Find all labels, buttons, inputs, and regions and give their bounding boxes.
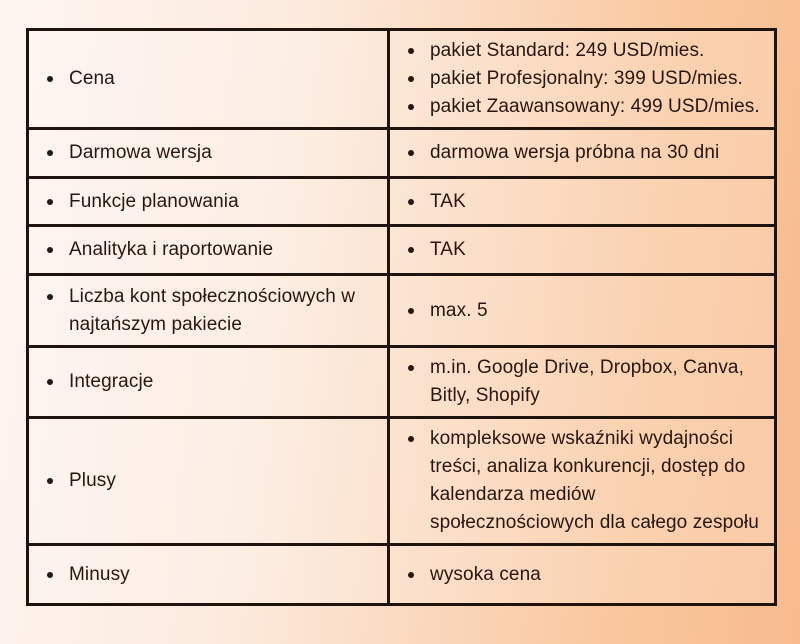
- bullet-icon: [408, 150, 414, 156]
- bullet-text: Plusy: [69, 470, 116, 491]
- bullet-item: [45, 368, 373, 396]
- bullet-item: [45, 561, 373, 589]
- bullet-list: [406, 297, 760, 325]
- bullet-icon: [47, 478, 53, 484]
- bullet-list: [45, 561, 373, 589]
- bullet-item: [45, 283, 373, 339]
- bullet-text: pakiet Standard: 249 USD/mies.: [430, 40, 705, 61]
- bullet-icon: [408, 48, 414, 54]
- comparison-table: [26, 28, 777, 606]
- bullet-list: [45, 283, 373, 339]
- bullet-list: [45, 65, 373, 93]
- feature-cell: [28, 545, 389, 605]
- table-row: [28, 275, 776, 347]
- bullet-text: kompleksowe wskaźniki wydajności treści, analiza konkurencji, dostęp do kalendarza mediów społecznościowych dla całego zespołu: [430, 428, 759, 533]
- bullet-icon: [47, 76, 53, 82]
- feature-cell: [28, 347, 389, 418]
- value-cell: [389, 347, 776, 418]
- bullet-item: [406, 297, 760, 325]
- table-row: [28, 545, 776, 605]
- bullet-list: [45, 236, 373, 264]
- bullet-icon: [408, 308, 414, 314]
- bullet-item: [406, 93, 760, 121]
- bullet-list: [45, 368, 373, 396]
- bullet-icon: [47, 572, 53, 578]
- bullet-text: pakiet Zaawansowany: 499 USD/mies.: [430, 96, 760, 117]
- bullet-item: [45, 236, 373, 264]
- bullet-icon: [408, 104, 414, 110]
- value-cell: [389, 226, 776, 275]
- feature-cell: [28, 178, 389, 226]
- bullet-text: Darmowa wersja: [69, 142, 212, 163]
- bullet-icon: [47, 247, 53, 253]
- bullet-list: [45, 467, 373, 495]
- bullet-list: [406, 37, 760, 121]
- bullet-text: Integracje: [69, 371, 154, 392]
- bullet-text: max. 5: [430, 299, 488, 321]
- bullet-icon: [408, 365, 414, 371]
- bullet-item: [45, 139, 373, 167]
- bullet-item: [406, 188, 760, 216]
- table-row: [28, 347, 776, 418]
- bullet-icon: [408, 572, 414, 578]
- bullet-text: TAK: [430, 190, 466, 212]
- bullet-icon: [47, 294, 53, 300]
- value-cell: [389, 30, 776, 129]
- bullet-list: [406, 561, 760, 589]
- bullet-list: [406, 139, 760, 167]
- bullet-icon: [47, 150, 53, 156]
- value-cell: [389, 418, 776, 545]
- bullet-text: pakiet Profesjonalny: 399 USD/mies.: [430, 68, 743, 89]
- bullet-list: [406, 354, 760, 410]
- bullet-list: [406, 188, 760, 216]
- table-row: [28, 30, 776, 129]
- comparison-table-body: [28, 30, 776, 605]
- bullet-icon: [47, 199, 53, 205]
- bullet-text: Analityka i raportowanie: [69, 239, 274, 260]
- bullet-icon: [408, 76, 414, 82]
- bullet-item: [406, 354, 760, 410]
- value-cell: [389, 129, 776, 178]
- feature-cell: [28, 30, 389, 129]
- table-row: [28, 129, 776, 178]
- value-cell: [389, 275, 776, 347]
- bullet-text: m.in. Google Drive, Dropbox, Canva, Bitly, Shopify: [430, 357, 744, 406]
- bullet-text: Funkcje planowania: [69, 190, 239, 212]
- feature-cell: [28, 129, 389, 178]
- bullet-icon: [408, 436, 414, 442]
- feature-cell: [28, 418, 389, 545]
- bullet-text: Liczba kont społecznościowych w najtańszym pakiecie: [69, 285, 356, 335]
- bullet-item: [406, 37, 760, 65]
- bullet-text: Minusy: [69, 563, 130, 585]
- feature-cell: [28, 275, 389, 347]
- bullet-icon: [408, 199, 414, 205]
- bullet-item: [406, 561, 760, 589]
- bullet-icon: [47, 379, 53, 385]
- table-row: [28, 418, 776, 545]
- bullet-item: [45, 467, 373, 495]
- table-row: [28, 226, 776, 275]
- bullet-list: [406, 236, 760, 264]
- bullet-item: [406, 425, 760, 537]
- bullet-text: wysoka cena: [430, 563, 541, 585]
- bullet-item: [45, 188, 373, 216]
- bullet-icon: [408, 247, 414, 253]
- bullet-list: [45, 139, 373, 167]
- bullet-text: TAK: [430, 239, 466, 260]
- bullet-item: [406, 65, 760, 93]
- bullet-text: darmowa wersja próbna na 30 dni: [430, 142, 720, 163]
- bullet-item: [406, 139, 760, 167]
- feature-cell: [28, 226, 389, 275]
- bullet-list: [45, 188, 373, 216]
- bullet-item: [45, 65, 373, 93]
- table-row: [28, 178, 776, 226]
- value-cell: [389, 545, 776, 605]
- value-cell: [389, 178, 776, 226]
- bullet-item: [406, 236, 760, 264]
- bullet-text: Cena: [69, 68, 115, 89]
- bullet-list: [406, 425, 760, 537]
